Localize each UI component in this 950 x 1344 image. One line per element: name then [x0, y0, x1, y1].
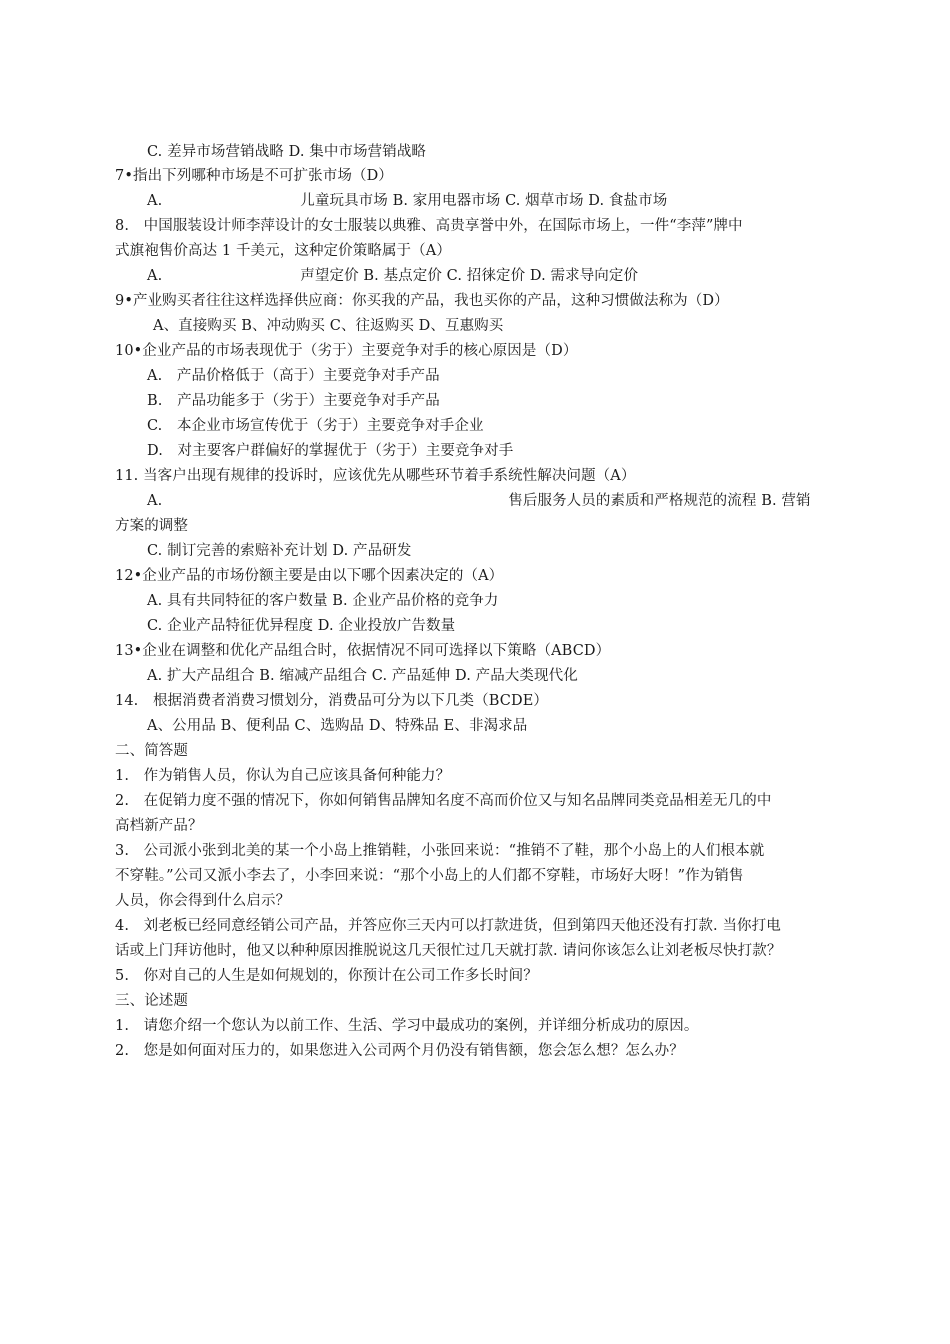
q10-option-a: A. 产品价格低于（高于）主要竞争对手产品: [147, 368, 440, 384]
short-answer-2-line2: 高档新产品？: [115, 818, 203, 834]
essay-2: 2. 您是如何面对压力的，如果您进入公司两个月仍没有销售额，您会怎么想？怎么办？: [115, 1043, 684, 1059]
q7-options-text: 儿童玩具市场 B. 家用电器市场 C. 烟草市场 D. 食盐市场: [300, 193, 668, 209]
short-answer-3-line2: 不穿鞋。”公司又派小李去了，小李回来说：“那个小岛上的人们都不穿鞋，市场好大呀！”作为销售: [115, 868, 744, 884]
q7-options: [147, 192, 667, 210]
q7-option-a-label: A.: [147, 193, 163, 209]
short-answer-1: 1. 作为销售人员，你认为自己应该具备何种能力？: [115, 768, 451, 784]
short-answer-4-line1: 4. 刘老板已经同意经销公司产品，并答应你三天内可以打款进货，但到第四天他还没有打款. 当你打电: [115, 918, 781, 934]
q13-stem: 13•企业在调整和优化产品组合时，依据情况不同可选择以下策略（ABCD）: [115, 643, 611, 659]
q10-option-d: D. 对主要客户群偏好的掌握优于（劣于）主要竞争对手: [147, 443, 514, 459]
q11-options-cd: C. 制订完善的索赔补充计划 D. 产品研发: [147, 543, 412, 559]
q6-options-cd: C. 差异市场营销战略 D. 集中市场营销战略: [147, 144, 427, 160]
q14-stem: 14. 根据消费者消费习惯划分，消费品可分为以下几类（BCDE）: [115, 693, 548, 709]
q12-options-ab: A. 具有共同特征的客户数量 B. 企业产品价格的竞争力: [147, 593, 499, 609]
short-answer-4-line2: 话或上门拜访他时，他又以种种原因推脱说这几天很忙过几天就打款. 请问你该怎么让刘老板尽快打款？: [115, 943, 782, 959]
q9-stem: 9•产业购买者往往这样选择供应商：你买我的产品，我也买你的产品，这种习惯做法称为（D）: [115, 293, 729, 309]
q11-option-a: [147, 492, 811, 510]
q14-options: A、公用品 B、便利品 C、选购品 D、特殊品 E、非渴求品: [147, 718, 528, 734]
q8-options: [147, 267, 638, 285]
q11-option-a-continued: 方案的调整: [115, 518, 188, 534]
q10-option-c: C. 本企业市场宣传优于（劣于）主要竞争对手企业: [147, 418, 484, 434]
q7-stem: 7•指出下列哪种市场是不可扩张市场（D）: [115, 168, 393, 184]
q8-option-a-label: A.: [147, 268, 163, 284]
q8-stem-line2: 式旗袍售价高达 1 千美元，这种定价策略属于（A）: [115, 243, 451, 259]
short-answer-5: 5. 你对自己的人生是如何规划的，你预计在公司工作多长时间？: [115, 968, 538, 984]
short-answer-3-line3: 人员，你会得到什么启示？: [115, 893, 291, 909]
q8-options-text: 声望定价 B. 基点定价 C. 招徕定价 D. 需求导向定价: [300, 268, 639, 284]
q12-options-cd: C. 企业产品特征优异程度 D. 企业投放广告数量: [147, 618, 456, 634]
essay-1: 1. 请您介绍一个您认为以前工作、生活、学习中最成功的案例，并详细分析成功的原因。: [115, 1018, 699, 1034]
q10-option-b: B. 产品功能多于（劣于）主要竞争对手产品: [147, 393, 440, 409]
q13-options: A. 扩大产品组合 B. 缩减产品组合 C. 产品延伸 D. 产品大类现代化: [147, 668, 578, 684]
short-answer-3-line1: 3. 公司派小张到北美的某一个小岛上推销鞋，小张回来说：“推销不了鞋，那个小岛上的人们根本就: [115, 843, 765, 859]
q11-stem: 11. 当客户出现有规律的投诉时，应该优先从哪些环节着手系统性解决问题（A）: [115, 468, 636, 484]
q11-option-a-label: A.: [147, 493, 163, 509]
section-heading-short-answer: 二、简答题: [115, 743, 188, 759]
q12-stem: 12•企业产品的市场份额主要是由以下哪个因素决定的（A）: [115, 568, 504, 584]
q8-stem-line1: 8. 中国服装设计师李萍设计的女士服装以典雅、高贵享誉中外，在国际市场上，一件“李萍”牌中: [115, 218, 743, 234]
q11-option-a-text: 售后服务人员的素质和严格规范的流程 B. 营销: [508, 493, 811, 509]
q9-options: A、直接购买 B、冲动购买 C、往返购买 D、互惠购买: [153, 318, 504, 334]
section-heading-essay: 三、论述题: [115, 993, 188, 1009]
short-answer-2-line1: 2. 在促销力度不强的情况下，你如何销售品牌知名度不高而价位又与知名品牌同类竞品相差无几的中: [115, 793, 772, 809]
q10-stem: 10•企业产品的市场表现优于（劣于）主要竞争对手的核心原因是（D）: [115, 343, 578, 359]
